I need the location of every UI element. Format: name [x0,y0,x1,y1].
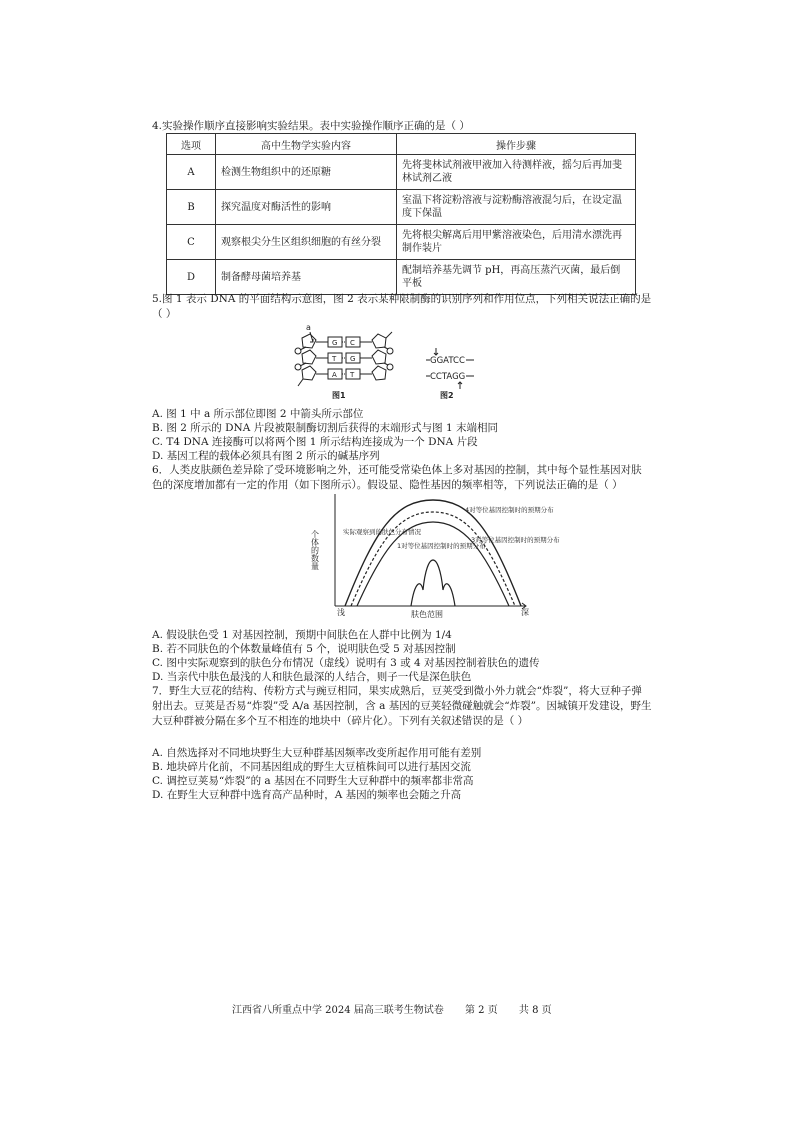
base-label: G [332,339,338,347]
curve-1-pair [411,560,455,606]
question-4-stem: 4.实验操作顺序直接影响实验结果。表中实验操作顺序正确的是（ ） [152,120,470,132]
base-label: C [350,339,355,347]
q5-figures [290,322,510,402]
chart-ylabel: 个体的数量 [310,530,320,570]
q5-options [152,407,652,463]
q4-table [166,133,636,295]
sequence-top: GGATCC [430,356,465,366]
base-label: T [350,371,355,379]
x-left-label: 浅 [337,608,345,617]
table-cell-steps: 先将根尖解离后用甲紫溶液染色，后用清水漂洗再制作装片 [397,225,636,260]
option-a: A. 自然选择对不同地块野生大豆种群基因频率改变所起作用可能有差别 [152,747,482,759]
table-cell-option: A [167,155,216,190]
annotation-1-pair: 1对等位基因控制时的预期分布 [397,542,486,550]
table-header-row [167,134,636,155]
table-header-content: 高中生物学实验内容 [216,134,397,155]
annotation-3-pairs: 3对等位基因控制时的预期分布 [471,536,560,544]
table-cell-content: 检测生物组织中的还原糖 [216,155,397,190]
cut-arrow-bottom-icon [458,382,462,389]
annotation-observed: 实际观察到的肤色分布情况 [343,528,421,536]
skin-color-chart [310,490,560,620]
option-d: D. 基因工程的载体必须具有图 2 所示的碱基序列 [152,450,380,462]
sequence-bottom: CCTAGG [430,372,466,382]
sugar-left-2 [302,350,316,364]
cut-arrow-top-icon [434,348,438,355]
option-a: A. 假设肤色受 1 对基因控制，预期中间肤色在人群中比例为 1/4 [152,629,452,641]
base-label: G [350,355,356,363]
base-label: T [332,355,337,363]
sugar-right-2 [372,350,386,364]
option-c: C. T4 DNA 连接酶可以将两个图 1 所示结构连接成为一个 DNA 片段 [152,436,478,448]
table-row [167,190,636,225]
table-cell-content: 观察根尖分生区组织细胞的有丝分裂 [216,225,397,260]
table-cell-content: 制备酵母菌培养基 [216,260,397,295]
page-footer [232,1001,570,1016]
q7-options [152,746,652,802]
table-cell-option: C [167,225,216,260]
table-row [167,260,636,295]
footer-title: 江西省八所重点中学 2024 届高三联考生物试卷 [232,1005,444,1016]
table-cell-steps: 配制培养基先调节 pH，再高压蒸汽灭菌，最后倒平板 [397,260,636,295]
phosphate-left-2 [295,364,301,370]
sugar-left-1 [302,334,316,348]
question-5-stem: 5.图 1 表示 DNA 的平面结构示意图，图 2 表示某种限制酶的识别序列和作用位点，下列相关说法正确的是（ ） [152,293,652,320]
phosphate-left-1 [295,348,301,354]
table-header-option: 选项 [167,134,216,155]
option-a: A. 图 1 中 a 所示部位即图 2 中箭头所示部位 [152,408,364,420]
figure-1-caption: 图1 [332,391,346,400]
table-cell-steps: 室温下将淀粉溶液与淀粉酶溶液混匀后，在设定温度下保温 [397,190,636,225]
chart-xlabel: 肤色范围 [411,610,443,619]
curve-4-pairs [345,500,521,606]
q6-options [152,628,652,684]
question-7-stem: 7．野生大豆花的结构、传粉方式与豌豆相同，果实成熟后，豆荚受到微小外力就会“炸裂”，将大豆种子弹射出去。豆荚是否易“炸裂”受 A/a 基因控制，含 a 基因的豆荚轻微碰触就会“炸裂”。因城镇开发建设，野生大豆种群被分隔在多个互不相连的地块中（碎片化）。下列有关叙述错误的是（ ） [152,685,652,727]
table-cell-content: 探究温度对酶活性的影响 [216,190,397,225]
table-header-steps: 操作步骤 [397,134,636,155]
option-b: B. 图 2 所示的 DNA 片段被限制酶切割后获得的末端形式与图 1 末端相同 [152,422,498,434]
figure-2-caption: 图2 [440,391,454,400]
x-right-label: 深 [521,608,529,617]
option-d: D. 在野生大豆种群中选育高产品种时，A 基因的频率也会随之升高 [152,789,462,801]
base-label: A [332,371,337,379]
dna-structure-figure-1 [295,323,393,386]
curve-observed [351,512,515,606]
label-a: a [306,323,311,332]
footer-total: 共 8 页 [518,1005,552,1016]
option-b: B. 若不同肤色的个体数量峰值有 5 个，说明肤色受 5 对基因控制 [152,643,456,655]
footer-page: 第 2 页 [465,1005,498,1016]
table-cell-option: D [167,260,216,295]
sugar-right-1 [372,334,386,348]
restriction-site-figure-2 [426,348,474,389]
option-b: B. 地块碎片化前，不同基因组成的野生大豆植株间可以进行基因交流 [152,761,471,773]
table-cell-option: B [167,190,216,225]
table-row [167,155,636,190]
question-6-stem: 6．人类皮肤颜色差异除了受环境影响之外，还可能受常染色体上多对基因的控制，其中每个显性基因对肤色的深度增加都有一定的作用（如下图所示）。假设显、隐性基因的频率相等，下列说法正确的是（ ） [152,464,642,491]
option-c: C. 调控豆荚易“炸裂”的 a 基因在不同野生大豆种群中的频率都非常高 [152,775,474,787]
sugar-left-3 [302,366,316,380]
table-row [167,225,636,260]
option-d: D. 当亲代中肤色最浅的人和肤色最深的人结合，则子一代是深色肤色 [152,671,472,683]
table-cell-steps: 先将斐林试剂液甲液加入待测样液，摇匀后再加斐林试剂乙液 [397,155,636,190]
option-c: C. 图中实际观察到的肤色分布情况（虚线）说明有 3 或 4 对基因控制着肤色的遗传 [152,657,540,669]
sugar-right-3 [372,366,386,380]
annotation-4-pairs: 4对等位基因控制时的预期分布 [465,506,554,514]
